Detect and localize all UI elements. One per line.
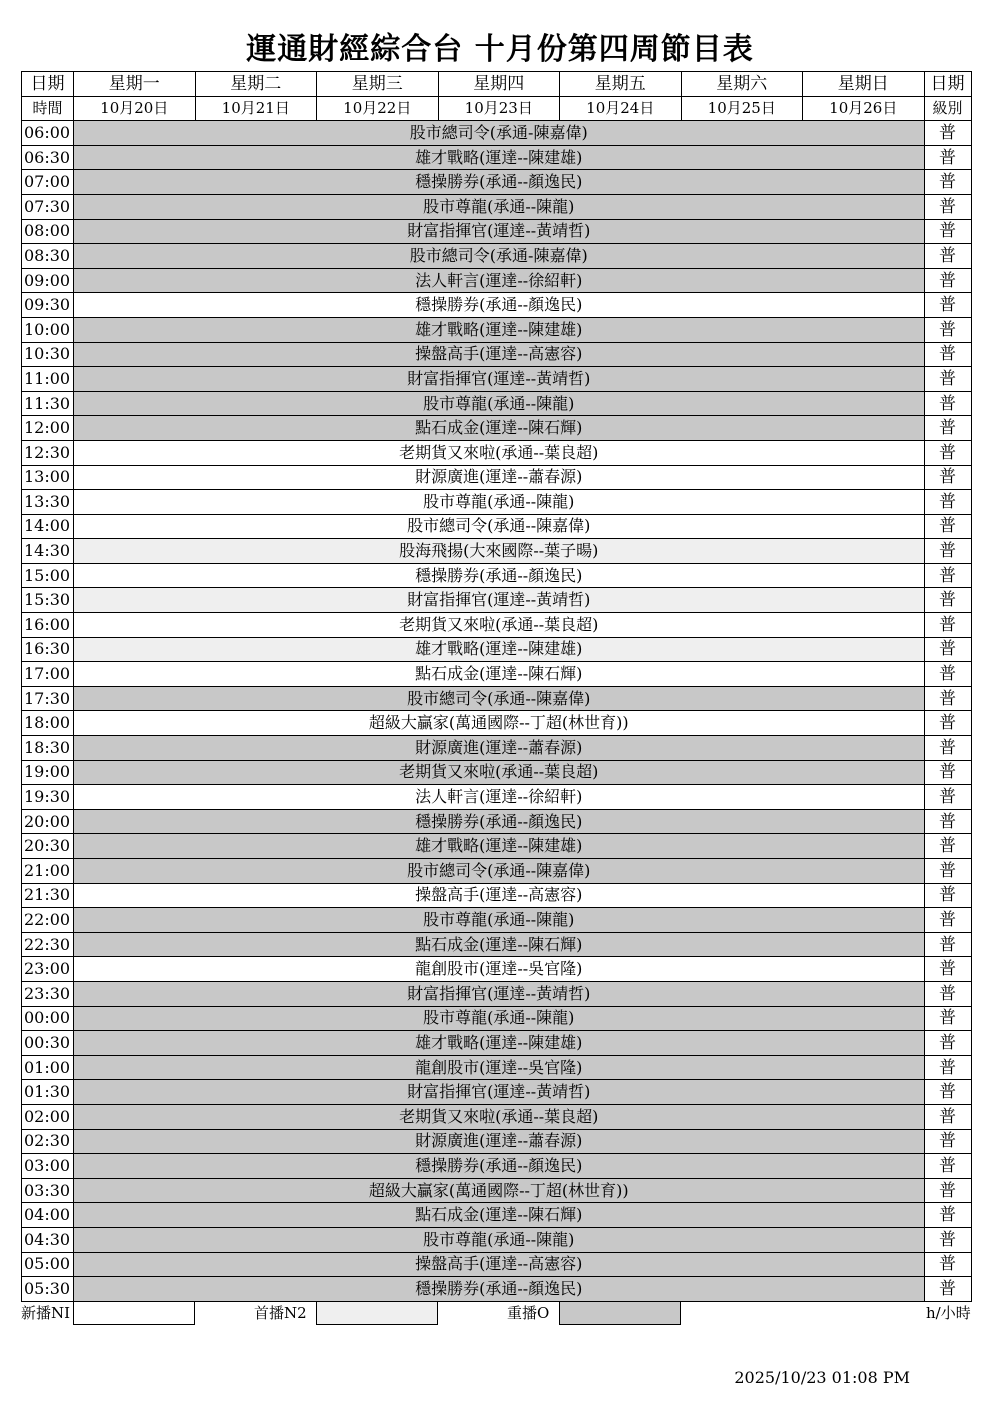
time-slot: 04:30 [22, 1227, 74, 1252]
time-slot: 10:00 [22, 317, 74, 342]
time-slot: 22:00 [22, 908, 74, 933]
program-cell: 雄才戰略(運達--陳建雄) [74, 1031, 925, 1056]
rating-level: 普 [924, 219, 971, 244]
program-cell: 財富指揮官(運達--黃靖哲) [74, 367, 925, 392]
header-date-sun: 10月26日 [803, 96, 925, 121]
rating-level: 普 [924, 145, 971, 170]
program-cell: 老期貨又來啦(承通--葉良超) [74, 760, 925, 785]
rating-level: 普 [924, 1203, 971, 1228]
table-row [22, 834, 972, 859]
print-timestamp: 2025/10/23 01:08 PM [734, 1368, 910, 1387]
table-row [22, 1055, 972, 1080]
program-cell: 財富指揮官(運達--黃靖哲) [74, 981, 925, 1006]
table-row [22, 1277, 972, 1302]
time-slot: 19:30 [22, 785, 74, 810]
time-slot: 13:00 [22, 465, 74, 490]
time-slot: 17:30 [22, 686, 74, 711]
program-cell: 股市總司令(承通--陳嘉偉) [74, 514, 925, 539]
rating-level: 普 [924, 834, 971, 859]
table-row [22, 908, 972, 933]
time-slot: 02:00 [22, 1104, 74, 1129]
program-cell: 法人軒言(運達--徐紹軒) [74, 785, 925, 810]
header-date-tue: 10月21日 [195, 96, 317, 121]
header-date-mon: 10月20日 [74, 96, 196, 121]
table-row [22, 1227, 972, 1252]
time-slot: 00:00 [22, 1006, 74, 1031]
time-slot: 13:30 [22, 490, 74, 515]
table-row [22, 1178, 972, 1203]
rating-level: 普 [924, 760, 971, 785]
table-row [22, 244, 972, 269]
table-row [22, 539, 972, 564]
time-slot: 09:30 [22, 293, 74, 318]
table-row [22, 219, 972, 244]
table-row [22, 1252, 972, 1277]
table-row [22, 514, 972, 539]
table-row [22, 809, 972, 834]
rating-level: 普 [924, 686, 971, 711]
program-cell: 雄才戰略(運達--陳建雄) [74, 317, 925, 342]
program-cell: 龍創股市(運達--吳官隆) [74, 1055, 925, 1080]
program-cell: 法人軒言(運達--徐紹軒) [74, 268, 925, 293]
rating-level: 普 [924, 908, 971, 933]
time-slot: 08:00 [22, 219, 74, 244]
table-row [22, 563, 972, 588]
time-slot: 11:30 [22, 391, 74, 416]
rating-level: 普 [924, 932, 971, 957]
rating-level: 普 [924, 1080, 971, 1105]
table-row [22, 1080, 972, 1105]
rating-level: 普 [924, 1277, 971, 1302]
time-slot: 03:30 [22, 1178, 74, 1203]
time-slot: 05:30 [22, 1277, 74, 1302]
legend-premiere-label: 首播N2 [254, 1304, 307, 1322]
program-cell: 股海飛揚(大來國際--葉子暘) [74, 539, 925, 564]
program-cell: 點石成金(運達--陳石輝) [74, 662, 925, 687]
rating-level: 普 [924, 1227, 971, 1252]
rating-level: 普 [924, 1104, 971, 1129]
rating-level: 普 [924, 1129, 971, 1154]
table-row [22, 194, 972, 219]
header-tuesday: 星期二 [195, 72, 317, 97]
rating-level: 普 [924, 563, 971, 588]
program-cell: 操盤高手(運達--高憲容) [74, 1252, 925, 1277]
rating-level: 普 [924, 809, 971, 834]
header-wednesday: 星期三 [317, 72, 439, 97]
program-cell: 財富指揮官(運達--黃靖哲) [74, 588, 925, 613]
header-sunday: 星期日 [803, 72, 925, 97]
table-row [22, 883, 972, 908]
time-slot: 16:30 [22, 637, 74, 662]
table-row [22, 121, 972, 146]
rating-level: 普 [924, 711, 971, 736]
time-slot: 07:00 [22, 170, 74, 195]
time-slot: 06:00 [22, 121, 74, 146]
table-row [22, 145, 972, 170]
rating-level: 普 [924, 465, 971, 490]
program-cell: 股市尊龍(承通--陳龍) [74, 391, 925, 416]
rating-level: 普 [924, 1154, 971, 1179]
time-slot: 05:00 [22, 1252, 74, 1277]
table-row [22, 932, 972, 957]
rating-level: 普 [924, 268, 971, 293]
time-slot: 15:00 [22, 563, 74, 588]
program-cell: 穩操勝券(承通--顏逸民) [74, 170, 925, 195]
program-cell: 財源廣進(運達--蕭春源) [74, 736, 925, 761]
program-cell: 股市總司令(承通-陳嘉偉) [74, 121, 925, 146]
program-cell: 穩操勝券(承通--顏逸民) [74, 563, 925, 588]
table-row [22, 342, 972, 367]
rating-level: 普 [924, 1252, 971, 1277]
time-slot: 00:30 [22, 1031, 74, 1056]
program-cell: 雄才戰略(運達--陳建雄) [74, 145, 925, 170]
program-cell: 老期貨又來啦(承通--葉良超) [74, 613, 925, 638]
time-slot: 07:30 [22, 194, 74, 219]
time-slot: 16:00 [22, 613, 74, 638]
program-cell: 股市總司令(承通--陳嘉偉) [74, 859, 925, 884]
time-slot: 09:00 [22, 268, 74, 293]
time-slot: 20:30 [22, 834, 74, 859]
program-cell: 財富指揮官(運達--黃靖哲) [74, 1080, 925, 1105]
rating-level: 普 [924, 1178, 971, 1203]
header-date-label: 日期 [22, 72, 74, 97]
rating-level: 普 [924, 883, 971, 908]
program-cell: 股市尊龍(承通--陳龍) [74, 1227, 925, 1252]
time-slot: 14:30 [22, 539, 74, 564]
program-cell: 財源廣進(運達--蕭春源) [74, 1129, 925, 1154]
time-slot: 01:30 [22, 1080, 74, 1105]
rating-level: 普 [924, 490, 971, 515]
rating-level: 普 [924, 440, 971, 465]
time-slot: 03:00 [22, 1154, 74, 1179]
time-slot: 18:30 [22, 736, 74, 761]
program-cell: 財富指揮官(運達--黃靖哲) [74, 219, 925, 244]
time-slot: 14:00 [22, 514, 74, 539]
program-cell: 老期貨又來啦(承通--葉良超) [74, 440, 925, 465]
time-slot: 02:30 [22, 1129, 74, 1154]
rating-level: 普 [924, 662, 971, 687]
table-row [22, 1104, 972, 1129]
header-thursday: 星期四 [438, 72, 560, 97]
program-cell: 股市尊龍(承通--陳龍) [74, 194, 925, 219]
program-cell: 穩操勝券(承通--顏逸民) [74, 293, 925, 318]
time-slot: 20:00 [22, 809, 74, 834]
time-slot: 23:00 [22, 957, 74, 982]
table-row [22, 760, 972, 785]
legend-rerun-label: 重播O [507, 1304, 550, 1322]
time-slot: 21:30 [22, 883, 74, 908]
time-slot: 06:30 [22, 145, 74, 170]
rating-level: 普 [924, 613, 971, 638]
page-title: 運通財經綜合台 十月份第四周節目表 [246, 32, 754, 67]
table-row [22, 391, 972, 416]
rating-level: 普 [924, 637, 971, 662]
table-row [22, 1154, 972, 1179]
time-slot: 10:30 [22, 342, 74, 367]
table-row [22, 416, 972, 441]
program-cell: 龍創股市(運達--吳官隆) [74, 957, 925, 982]
time-slot: 15:30 [22, 588, 74, 613]
legend-new-label: 新播NI [21, 1304, 71, 1322]
rating-level: 普 [924, 170, 971, 195]
table-row [22, 317, 972, 342]
rating-level: 普 [924, 785, 971, 810]
rating-level: 普 [924, 588, 971, 613]
rating-level: 普 [924, 981, 971, 1006]
table-row [22, 1031, 972, 1056]
rating-level: 普 [924, 1006, 971, 1031]
table-row [22, 736, 972, 761]
rating-level: 普 [924, 416, 971, 441]
rating-level: 普 [924, 244, 971, 269]
table-row [22, 293, 972, 318]
time-slot: 01:00 [22, 1055, 74, 1080]
table-row [22, 588, 972, 613]
schedule-table [21, 71, 972, 1302]
rating-level: 普 [924, 317, 971, 342]
table-row [22, 613, 972, 638]
time-slot: 12:30 [22, 440, 74, 465]
table-row [22, 981, 972, 1006]
rating-level: 普 [924, 367, 971, 392]
rating-level: 普 [924, 194, 971, 219]
rating-level: 普 [924, 1055, 971, 1080]
header-date-wed: 10月22日 [317, 96, 439, 121]
header-date-fri: 10月24日 [560, 96, 682, 121]
table-row [22, 1129, 972, 1154]
table-row [22, 785, 972, 810]
schedule-body [22, 121, 972, 1302]
header-date-label-right: 日期 [924, 72, 971, 97]
rating-level: 普 [924, 391, 971, 416]
time-slot: 11:00 [22, 367, 74, 392]
time-slot: 04:00 [22, 1203, 74, 1228]
header-monday: 星期一 [74, 72, 196, 97]
table-row [22, 686, 972, 711]
program-cell: 點石成金(運達--陳石輝) [74, 932, 925, 957]
program-cell: 雄才戰略(運達--陳建雄) [74, 637, 925, 662]
header-saturday: 星期六 [681, 72, 803, 97]
table-row [22, 1203, 972, 1228]
program-cell: 穩操勝券(承通--顏逸民) [74, 1277, 925, 1302]
header-level-label: 級別 [924, 96, 971, 121]
time-slot: 18:00 [22, 711, 74, 736]
time-slot: 17:00 [22, 662, 74, 687]
program-cell: 股市尊龍(承通--陳龍) [74, 490, 925, 515]
table-row [22, 268, 972, 293]
legend-rerun-swatch [559, 1301, 681, 1325]
header-time-label: 時間 [22, 96, 74, 121]
time-slot: 23:30 [22, 981, 74, 1006]
table-row [22, 662, 972, 687]
program-cell: 操盤高手(運達--高憲容) [74, 883, 925, 908]
program-cell: 點石成金(運達--陳石輝) [74, 1203, 925, 1228]
program-cell: 財源廣進(運達--蕭春源) [74, 465, 925, 490]
legend [21, 1300, 971, 1326]
table-row [22, 859, 972, 884]
legend-unit-label: h/小時 [926, 1304, 971, 1322]
rating-level: 普 [924, 736, 971, 761]
time-slot: 08:30 [22, 244, 74, 269]
table-row [22, 957, 972, 982]
rating-level: 普 [924, 342, 971, 367]
header-row-dates [22, 96, 972, 121]
time-slot: 19:00 [22, 760, 74, 785]
header-row-weekdays [22, 72, 972, 97]
program-cell: 雄才戰略(運達--陳建雄) [74, 834, 925, 859]
table-row [22, 465, 972, 490]
program-cell: 操盤高手(運達--高憲容) [74, 342, 925, 367]
legend-premiere-swatch [316, 1301, 438, 1325]
program-cell: 穩操勝券(承通--顏逸民) [74, 809, 925, 834]
rating-level: 普 [924, 859, 971, 884]
legend-new-swatch [73, 1301, 195, 1325]
table-row [22, 637, 972, 662]
rating-level: 普 [924, 1031, 971, 1056]
program-cell: 股市尊龍(承通--陳龍) [74, 908, 925, 933]
time-slot: 21:00 [22, 859, 74, 884]
table-row [22, 490, 972, 515]
rating-level: 普 [924, 514, 971, 539]
program-cell: 股市尊龍(承通--陳龍) [74, 1006, 925, 1031]
program-cell: 穩操勝券(承通--顏逸民) [74, 1154, 925, 1179]
rating-level: 普 [924, 539, 971, 564]
program-cell: 老期貨又來啦(承通--葉良超) [74, 1104, 925, 1129]
program-cell: 點石成金(運達--陳石輝) [74, 416, 925, 441]
table-row [22, 367, 972, 392]
header-date-thu: 10月23日 [438, 96, 560, 121]
table-row [22, 170, 972, 195]
program-cell: 超級大贏家(萬通國際--丁超(林世育)) [74, 711, 925, 736]
header-date-sat: 10月25日 [681, 96, 803, 121]
rating-level: 普 [924, 957, 971, 982]
rating-level: 普 [924, 293, 971, 318]
time-slot: 22:30 [22, 932, 74, 957]
rating-level: 普 [924, 121, 971, 146]
table-row [22, 440, 972, 465]
table-row [22, 711, 972, 736]
program-cell: 超級大贏家(萬通國際--丁超(林世育)) [74, 1178, 925, 1203]
program-cell: 股市總司令(承通--陳嘉偉) [74, 686, 925, 711]
program-cell: 股市總司令(承通-陳嘉偉) [74, 244, 925, 269]
table-row [22, 1006, 972, 1031]
header-friday: 星期五 [560, 72, 682, 97]
time-slot: 12:00 [22, 416, 74, 441]
